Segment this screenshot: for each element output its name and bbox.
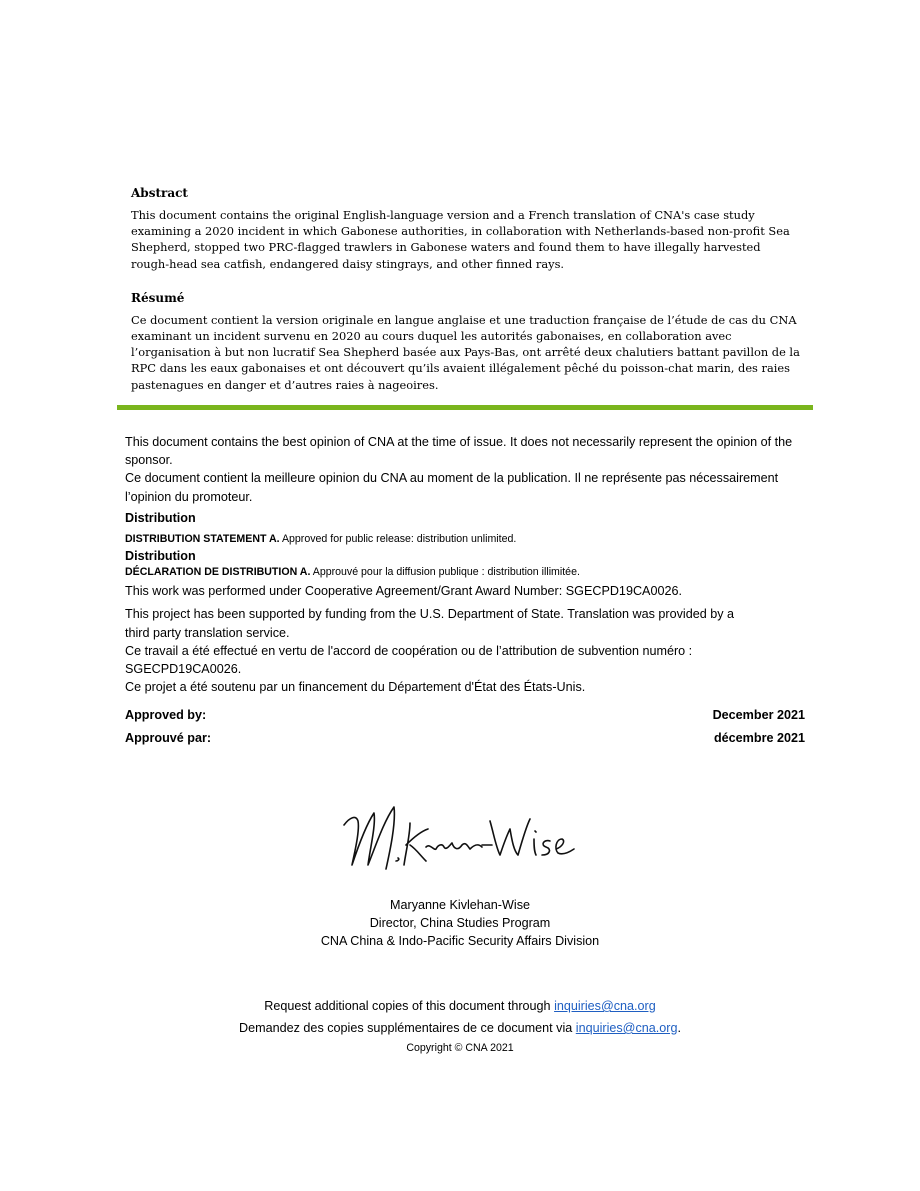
approval-row-fr <box>125 729 805 747</box>
distribution-heading-fr: Distribution <box>125 549 196 564</box>
award-statement-fr: Ce travail a été effectué en vertu de l'accord de coopération ou de l’attribution de subvention numéro : SGECPD19CA0026. <box>125 643 693 677</box>
support-statement-fr: Ce projet a été soutenu par un financement du Département d'État des États-Unis. <box>125 680 586 695</box>
signature-area <box>0 795 920 875</box>
abstract-body: This document contains the original English-language version and a French translation of CNA's case study examining a 2020 incident in which Gabonese authorities, in collaboration with Netherlands-based non-profit Sea Shepherd, stopped two PRC-flagged trawlers in Gabonese waters and found them to have illegally harvested rough-head sea catfish, endangered daisy stingrays, and other finned rays. <box>131 208 790 271</box>
distribution-statement-label-fr: DÉCLARATION DE DISTRIBUTION A. <box>125 566 311 579</box>
signer-division: CNA China & Indo-Pacific Security Affairs Division <box>320 934 600 949</box>
approval-date-fr: décembre 2021 <box>713 730 805 745</box>
email-link-fr[interactable]: inquiries@cna.org <box>575 1021 678 1035</box>
approved-by-label-fr: Approuvé par: <box>125 730 212 745</box>
signer-name: Maryanne Kivlehan-Wise <box>390 898 530 912</box>
section-divider <box>117 405 813 410</box>
handwritten-signature <box>340 795 580 875</box>
footer <box>0 998 920 1054</box>
email-link-en[interactable]: inquiries@cna.org <box>554 999 656 1013</box>
notice-section <box>125 433 805 747</box>
request-copies-en <box>0 998 920 1014</box>
award-statement-en: This work was performed under Cooperative Agreement/Grant Award Number: SGECPD19CA0026. <box>125 584 682 599</box>
abstract-title: Abstract <box>131 186 188 200</box>
approved-by-label-en: Approved by: <box>125 708 207 723</box>
request-text-en: Request additional copies of this document through <box>264 999 555 1013</box>
distribution-statement-en <box>125 532 805 547</box>
request-period-fr: . <box>677 1021 681 1035</box>
request-copies-fr <box>0 1020 920 1036</box>
distribution-heading-en: Distribution <box>125 510 196 525</box>
approval-row-en <box>125 706 805 724</box>
abstract-section <box>131 186 801 393</box>
disclaimer-en: This document contains the best opinion of CNA at the time of issue. It does not necessarily represent the opinion of the sponsor. <box>125 435 793 468</box>
signer-title: Director, China Studies Program <box>369 916 551 931</box>
disclaimer-fr: Ce document contient la meilleure opinion du CNA au moment de la publication. Il ne représente pas nécessairement l’opinion du promoteur. <box>125 471 779 504</box>
signer-block <box>0 896 920 951</box>
approval-date-en: December 2021 <box>712 708 805 723</box>
support-statement-en: This project has been supported by funding from the U.S. Department of State. Translation was provided by a third party translation service. <box>125 607 735 640</box>
request-text-fr: Demandez des copies supplémentaires de ce document via <box>239 1021 576 1035</box>
distribution-statement-text-fr: Approuvé pour la diffusion publique : distribution illimitée. <box>310 566 580 579</box>
distribution-statement-text-en: Approved for public release: distribution unlimited. <box>279 533 517 546</box>
copyright-notice: Copyright © CNA 2021 <box>406 1042 514 1054</box>
resume-body: Ce document contient la version originale en langue anglaise et une traduction française de l’étude de cas du CNA examinant un incident survenu en 2020 au cours duquel les autorités gabonaises, en collaboration avec l’organisation à but non lucratif Sea Shepherd basée aux Pays-Bas, ont arrêté deux chalutiers battant pavillon de la RPC dans les eaux gabonaises et ont découvert qu’ils avaient illégalement pêché du poisson-chat marin, des raies pastenagues en danger et d’autres raies à nageoires. <box>131 312 800 392</box>
resume-title: Résumé <box>131 290 185 305</box>
distribution-statement-fr <box>125 565 805 580</box>
distribution-statement-label-en: DISTRIBUTION STATEMENT A. <box>125 533 280 546</box>
